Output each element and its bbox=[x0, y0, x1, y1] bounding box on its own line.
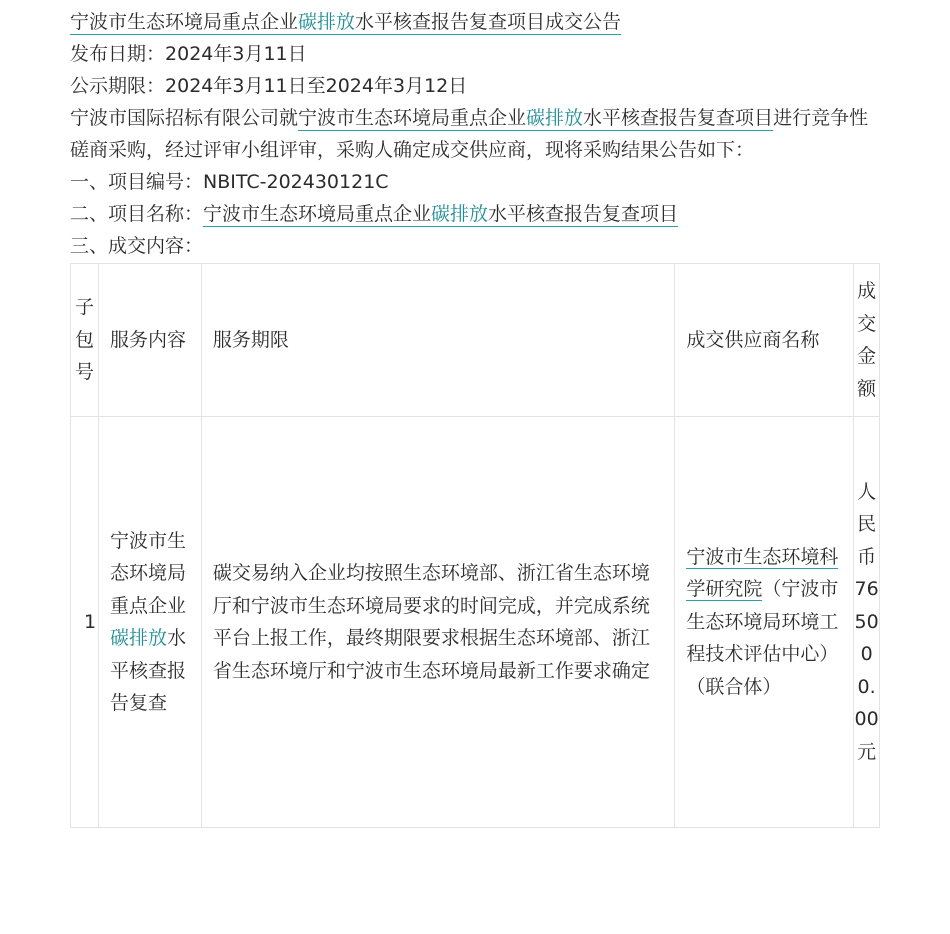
cell-sub-package: 1 bbox=[71, 417, 99, 828]
keyword-link[interactable]: 碳排放 bbox=[298, 11, 356, 33]
notice-period-value: 2024年3月11日至2024年3月12日 bbox=[165, 75, 468, 97]
header-amount: 成交金额 bbox=[854, 264, 880, 417]
supplier-link[interactable]: 宁波市生态环境科学研究院 bbox=[686, 545, 839, 601]
cell-amount: 人民币765000.00元 bbox=[854, 417, 880, 828]
intro-suffix: 进行竞争性磋商采购，经过评审小组评审，采购人确定成交供应商，现将采购结果公告如下： bbox=[70, 107, 869, 161]
intro-keyword-link[interactable]: 碳排放 bbox=[526, 107, 584, 129]
page-title bbox=[70, 6, 882, 38]
project-name-link[interactable] bbox=[203, 203, 678, 227]
intro-paragraph bbox=[70, 102, 882, 166]
header-supplier: 成交供应商名称 bbox=[675, 264, 854, 417]
cell-supplier bbox=[675, 417, 854, 828]
table-header-row bbox=[71, 264, 880, 417]
title-text-1: 宁波市生态环境局重点企业 bbox=[70, 11, 299, 33]
deal-content-label: 三、成交内容： bbox=[70, 235, 204, 257]
header-service-period: 服务期限 bbox=[201, 264, 674, 417]
project-name-label: 二、项目名称： bbox=[70, 203, 204, 225]
table-row bbox=[71, 417, 880, 828]
publish-date bbox=[70, 38, 882, 70]
header-sub-package: 子包号 bbox=[71, 264, 99, 417]
project-number-value: NBITC-202430121C bbox=[203, 171, 389, 193]
project-number-label: 一、项目编号： bbox=[70, 171, 204, 193]
project-name-keyword-link[interactable]: 碳排放 bbox=[431, 203, 489, 225]
cell-service-period: 碳交易纳入企业均按照生态环境部、浙江省生态环境厅和宁波市生态环境局要求的时间完成，并完成系统平台上报工作，最终期限要求根据生态环境部、浙江省生态环境厅和宁波市生态环境局最新工作要求确定 bbox=[201, 417, 674, 828]
publish-date-label: 发布日期： bbox=[70, 43, 166, 65]
project-name bbox=[70, 198, 882, 230]
result-table bbox=[70, 263, 880, 828]
content-keyword-link[interactable]: 碳排放 bbox=[110, 627, 168, 649]
project-name-text-2: 水平核查报告复查项目 bbox=[488, 203, 679, 225]
header-service-content: 服务内容 bbox=[99, 264, 202, 417]
project-number bbox=[70, 166, 882, 198]
notice-period-label: 公示期限： bbox=[70, 75, 166, 97]
intro-project-text-2: 水平核查报告复查项目 bbox=[583, 107, 774, 129]
title-text-2: 水平核查报告复查项目成交公告 bbox=[355, 11, 622, 33]
intro-project-link[interactable] bbox=[298, 107, 773, 131]
title-link[interactable] bbox=[70, 11, 621, 35]
content-text-1: 宁波市生态环境局重点企业 bbox=[110, 529, 187, 617]
intro-prefix: 宁波市国际招标有限公司就 bbox=[70, 107, 299, 129]
announcement bbox=[70, 6, 882, 262]
cell-service-content bbox=[99, 417, 202, 828]
intro-project-text-1: 宁波市生态环境局重点企业 bbox=[298, 107, 527, 129]
deal-content-heading bbox=[70, 230, 882, 262]
content-text-2: 水平核查报告复查 bbox=[110, 627, 187, 714]
project-name-text-1: 宁波市生态环境局重点企业 bbox=[203, 203, 432, 225]
notice-period bbox=[70, 70, 882, 102]
publish-date-value: 2024年3月11日 bbox=[165, 43, 307, 65]
supplier-rest: （宁波市生态环境局环境工程技术评估中心）（联合体） bbox=[686, 578, 839, 698]
